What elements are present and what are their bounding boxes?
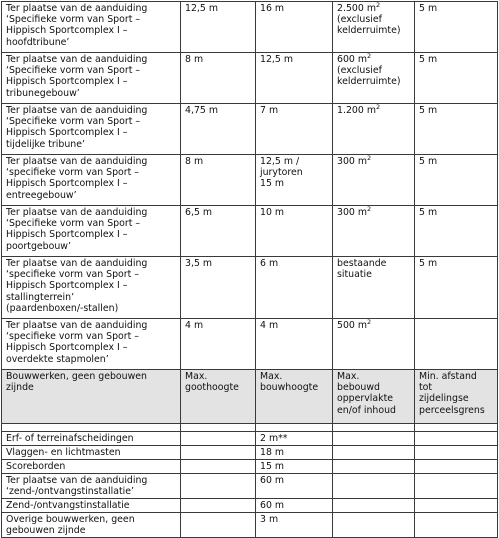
oppervlakte-value: 1.200 m: [337, 105, 376, 116]
header-goothoogte: Max. goothoogte: [181, 370, 256, 424]
oppervlakte-cell: [333, 206, 415, 257]
oppervlakte-cell: [333, 2, 415, 53]
goothoogte-cell: 8 m: [181, 53, 256, 104]
afstand-cell: 5 m: [415, 53, 498, 104]
oppervlakte-cell: [333, 257, 415, 319]
table-row: [2, 104, 498, 155]
oppervlakte-note: (exclusief kelderruimte): [337, 65, 401, 88]
table-row: [2, 474, 498, 499]
oppervlakte-cell: [333, 104, 415, 155]
bouwhoogte-cell: 7 m: [256, 104, 333, 155]
oppervlakte-value: bestaande situatie: [337, 258, 387, 281]
goothoogte-cell: 3,5 m: [181, 257, 256, 319]
unit-superscript: 2: [367, 154, 372, 162]
structure-label: Erf- of terreinafscheidingen: [2, 432, 181, 446]
oppervlakte-cell: [333, 53, 415, 104]
afstand-cell: 5 m: [415, 104, 498, 155]
goothoogte-cell: 8 m: [181, 155, 256, 206]
bouwhoogte-cell: 18 m: [256, 446, 333, 460]
header-oppervlakte: Max. bebouwd oppervlakte en/of inhoud: [333, 370, 415, 424]
spacer-row: [2, 424, 498, 432]
bouwhoogte-cell: 3 m: [256, 513, 333, 538]
unit-superscript: 2: [375, 1, 381, 9]
location-cell: Ter plaatse van de aanduiding ‘specifieke vorm van Sport – Hippisch Sportcomplex I – entreegebouw’: [2, 155, 181, 206]
bouwhoogte-cell: 10 m: [256, 206, 333, 257]
bouwhoogte-cell: 12,5 m: [256, 53, 333, 104]
goothoogte-cell: 4,75 m: [181, 104, 256, 155]
oppervlakte-value: 300 m: [337, 207, 368, 218]
table-row: [2, 53, 498, 104]
table-row: [2, 446, 498, 460]
bouwhoogte-cell: 4 m: [256, 319, 333, 370]
header-bouwwerken: Bouwwerken, geen gebouwen zijnde: [2, 370, 181, 424]
bouwhoogte-cell: 60 m: [256, 474, 333, 499]
structure-label: Ter plaatse van de aanduiding ‘zend-/ontvangstinstallatie’: [2, 474, 181, 499]
bouwhoogte-cell: 6 m: [256, 257, 333, 319]
afstand-cell: 5 m: [415, 155, 498, 206]
structure-label: Vlaggen- en lichtmasten: [2, 446, 181, 460]
structure-label: Scoreborden: [2, 460, 181, 474]
afstand-cell: 5 m: [415, 257, 498, 319]
table-row: [2, 155, 498, 206]
oppervlakte-cell: [333, 319, 415, 370]
afstand-cell: 5 m: [415, 206, 498, 257]
bouwhoogte-cell: 15 m: [256, 460, 333, 474]
location-cell: Ter plaatse van de aanduiding ‘Specifieke vorm van Sport – Hippisch Sportcomplex I – hoofdtribune’: [2, 2, 181, 53]
table-row: [2, 319, 498, 370]
location-cell: Ter plaatse van de aanduiding ‘Specifieke vorm van Sport – Hippisch Sportcomplex I – tribunegebouw’: [2, 53, 181, 104]
goothoogte-cell: 6,5 m: [181, 206, 256, 257]
oppervlakte-value: 300 m: [337, 156, 368, 167]
table-row: [2, 432, 498, 446]
building-regulations-table: [1, 1, 498, 538]
table-row: [2, 2, 498, 53]
location-cell: Ter plaatse van de aanduiding ‘specifieke vorm van Sport – Hippisch Sportcomplex I – overdekte stapmolen’: [2, 319, 181, 370]
unit-superscript: 2: [367, 205, 372, 213]
table-row: [2, 513, 498, 538]
location-cell: Ter plaatse van de aanduiding ‘Specifieke vorm van Sport – Hippisch Sportcomplex I – tijdelijke tribune’: [2, 104, 181, 155]
oppervlakte-cell: [333, 155, 415, 206]
table-row: [2, 460, 498, 474]
goothoogte-cell: 4 m: [181, 319, 256, 370]
table-row: [2, 206, 498, 257]
table-row: [2, 499, 498, 513]
afstand-cell: [415, 319, 498, 370]
table-header-row: [2, 370, 498, 424]
location-cell: Ter plaatse van de aanduiding ‘Specifieke vorm van Sport – Hippisch Sportcomplex I – poortgebouw’: [2, 206, 181, 257]
header-bouwhoogte: Max. bouwhoogte: [256, 370, 333, 424]
oppervlakte-value: 2.500 m: [337, 3, 376, 14]
location-cell: Ter plaatse van de aanduiding ‘specifieke vorm van Sport – Hippisch Sportcomplex I – stallingterrein’ (paardenboxen/-stallen): [2, 257, 181, 319]
oppervlakte-value: 500 m: [337, 320, 368, 331]
structure-label: Overige bouwwerken, geen gebouwen zijnde: [2, 513, 181, 538]
table-row: [2, 257, 498, 319]
oppervlakte-value: 600 m: [337, 54, 368, 65]
bouwhoogte-cell: 60 m: [256, 499, 333, 513]
bouwhoogte-cell: 2 m**: [256, 432, 333, 446]
oppervlakte-note: (exclusief kelderruimte): [337, 14, 401, 37]
bouwhoogte-cell: 12,5 m / jurytoren 15 m: [256, 155, 333, 206]
header-afstand: Min. afstand tot zijdelingse perceelsgrens: [415, 370, 498, 424]
unit-superscript: 2: [367, 318, 372, 326]
structure-label: Zend-/ontvangstinstallatie: [2, 499, 181, 513]
unit-superscript: 2: [367, 52, 372, 60]
bouwhoogte-cell: 16 m: [256, 2, 333, 53]
afstand-cell: 5 m: [415, 2, 498, 53]
unit-superscript: 2: [375, 103, 381, 111]
goothoogte-cell: 12,5 m: [181, 2, 256, 53]
